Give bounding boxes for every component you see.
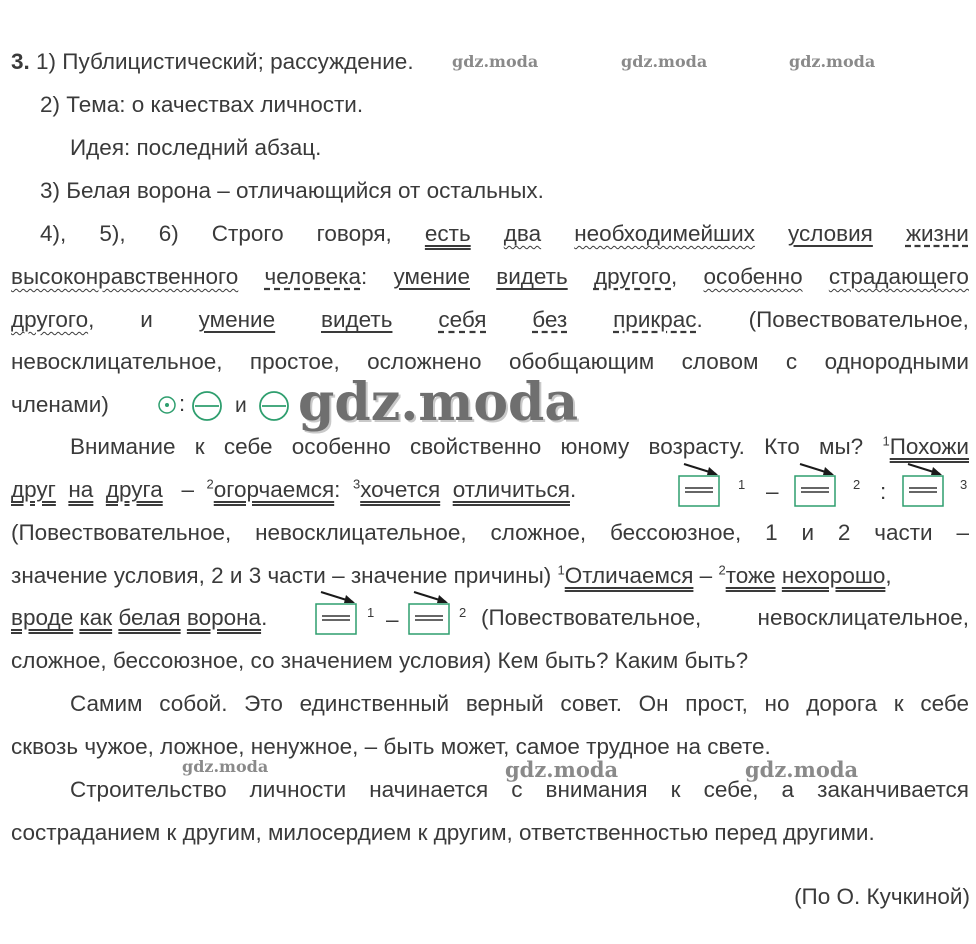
- schema-index: 2: [853, 477, 861, 492]
- sentence: Внимание к себе особенно свойственно юному возрасту. Кто мы?: [70, 434, 864, 459]
- exercise-number: 3.: [11, 49, 30, 74]
- text-line: [11, 262, 969, 292]
- word: видеть: [321, 307, 393, 332]
- word: прикрас: [613, 307, 697, 332]
- text-line: Строительство личности начинается с внимания к себе, а заканчивается: [70, 777, 969, 802]
- answer-line-3: 3) Белая ворона – отличающийся от остальных.: [40, 178, 544, 203]
- clause-box-icon: [313, 588, 359, 638]
- text-line: сложное, бессоюзное, со значением условия) Кем быть? Каким быть?: [11, 648, 749, 673]
- word: белая: [118, 605, 181, 630]
- predicate: хочется: [360, 477, 441, 502]
- answer-1: 1) Публицистический; рассуждение.: [36, 49, 414, 74]
- schema-index: 1: [367, 605, 375, 620]
- word: человека: [264, 264, 361, 289]
- schema-icon: [155, 390, 295, 422]
- text-line: сквозь чужое, ложное, ненужное, – быть может, самое трудное на свете.: [11, 734, 771, 759]
- word: Строго: [211, 221, 284, 246]
- schema-dash: –: [766, 479, 779, 504]
- schema-index: 1: [738, 477, 746, 492]
- word: высоконравственного: [11, 264, 239, 289]
- answer-line-1: [11, 47, 976, 77]
- text-line: [11, 561, 976, 591]
- watermark: gdz.moda: [505, 757, 619, 782]
- word: друга: [105, 477, 163, 502]
- source-attribution: (По О. Кучкиной): [794, 884, 970, 909]
- word: себя: [438, 307, 487, 332]
- watermark: gdz.moda: [182, 757, 269, 776]
- superscript: 1: [882, 433, 890, 449]
- subject: умение: [393, 264, 470, 289]
- superscript: 2: [718, 562, 726, 578]
- schema-colon: :: [179, 391, 186, 416]
- comma: ,: [88, 307, 95, 332]
- dot: .: [696, 307, 703, 332]
- schema-index: 3: [960, 477, 968, 492]
- sentence-schema: [155, 390, 295, 420]
- predicate: Отличаемся: [564, 563, 694, 588]
- word: видеть: [496, 264, 568, 289]
- predicate: тоже: [725, 563, 776, 588]
- superscript: 2: [206, 476, 214, 492]
- word: без: [532, 307, 568, 332]
- text-line: [11, 305, 969, 335]
- subject: умение: [198, 307, 276, 332]
- answer-line-2: 2) Тема: о качествах личности.: [40, 92, 364, 117]
- word: говоря,: [316, 221, 392, 246]
- word: (Повествовательное,: [748, 307, 969, 332]
- text-line: невосклицательное, простое, осложнено обобщающим словом с однородными: [11, 349, 969, 374]
- schema-and: и: [235, 394, 247, 417]
- watermark: gdz.moda: [452, 52, 539, 71]
- comma: ,: [885, 563, 892, 588]
- word: как: [79, 605, 113, 630]
- word: на: [68, 477, 94, 502]
- word: два: [503, 221, 542, 246]
- watermark: gdz.moda: [789, 52, 876, 71]
- word: и: [140, 307, 153, 332]
- comma: ,: [671, 264, 678, 289]
- text-line: [70, 432, 969, 462]
- word: другого: [593, 264, 672, 289]
- clause-box-icon: [406, 588, 452, 638]
- word: ворона: [186, 605, 262, 630]
- word: другого: [11, 307, 89, 332]
- text-line: (Повествовательное, невосклицательное,: [481, 605, 969, 630]
- word: 5),: [99, 221, 126, 246]
- text-line: [40, 219, 969, 249]
- watermark: gdz.moda: [621, 52, 708, 71]
- clause-box-icon: [900, 460, 946, 510]
- word: друг: [11, 477, 56, 502]
- word: страдающего: [828, 264, 969, 289]
- subject: условия: [788, 221, 873, 246]
- word: 6): [158, 221, 179, 246]
- dash: –: [181, 477, 194, 502]
- colon: :: [360, 264, 368, 289]
- word: необходимейших: [574, 221, 755, 246]
- superscript: 1: [557, 562, 565, 578]
- word: жизни: [905, 221, 969, 246]
- text-line: состраданием к другим, милосердием к другим, ответственностью перед другими.: [11, 820, 875, 845]
- predicate: Похожи: [889, 434, 969, 459]
- colon: :: [334, 477, 341, 502]
- predicate: есть: [424, 221, 471, 246]
- clause-box-icon: [676, 460, 722, 510]
- clause-box-icon: [792, 460, 838, 510]
- dash: –: [699, 563, 713, 588]
- text-line: (Повествовательное, невосклицательное, сложное, бессоюзное, 1 и 2 части –: [11, 520, 969, 545]
- predicate: огорчаемся: [213, 477, 335, 502]
- schema-index: 2: [459, 605, 467, 620]
- watermark-large: gdz.moda: [298, 372, 579, 433]
- word: вроде: [11, 605, 74, 630]
- schema-dash: –: [386, 607, 399, 632]
- dot: .: [569, 477, 577, 502]
- word: отличиться: [452, 477, 570, 502]
- superscript: 3: [352, 476, 361, 492]
- schema-colon: :: [880, 479, 887, 504]
- watermark: gdz.moda: [745, 757, 859, 782]
- word: особенно: [703, 264, 803, 289]
- word: нехорошо: [781, 563, 886, 588]
- sentence: значение условия, 2 и 3 части – значение причины): [11, 563, 552, 588]
- word: членами): [11, 392, 109, 417]
- dot: .: [261, 605, 268, 630]
- text-line: Самим собой. Это единственный верный совет. Он прост, но дорога к себе: [70, 691, 969, 716]
- idea-line: Идея: последний абзац.: [70, 135, 322, 160]
- word: 4),: [40, 221, 67, 246]
